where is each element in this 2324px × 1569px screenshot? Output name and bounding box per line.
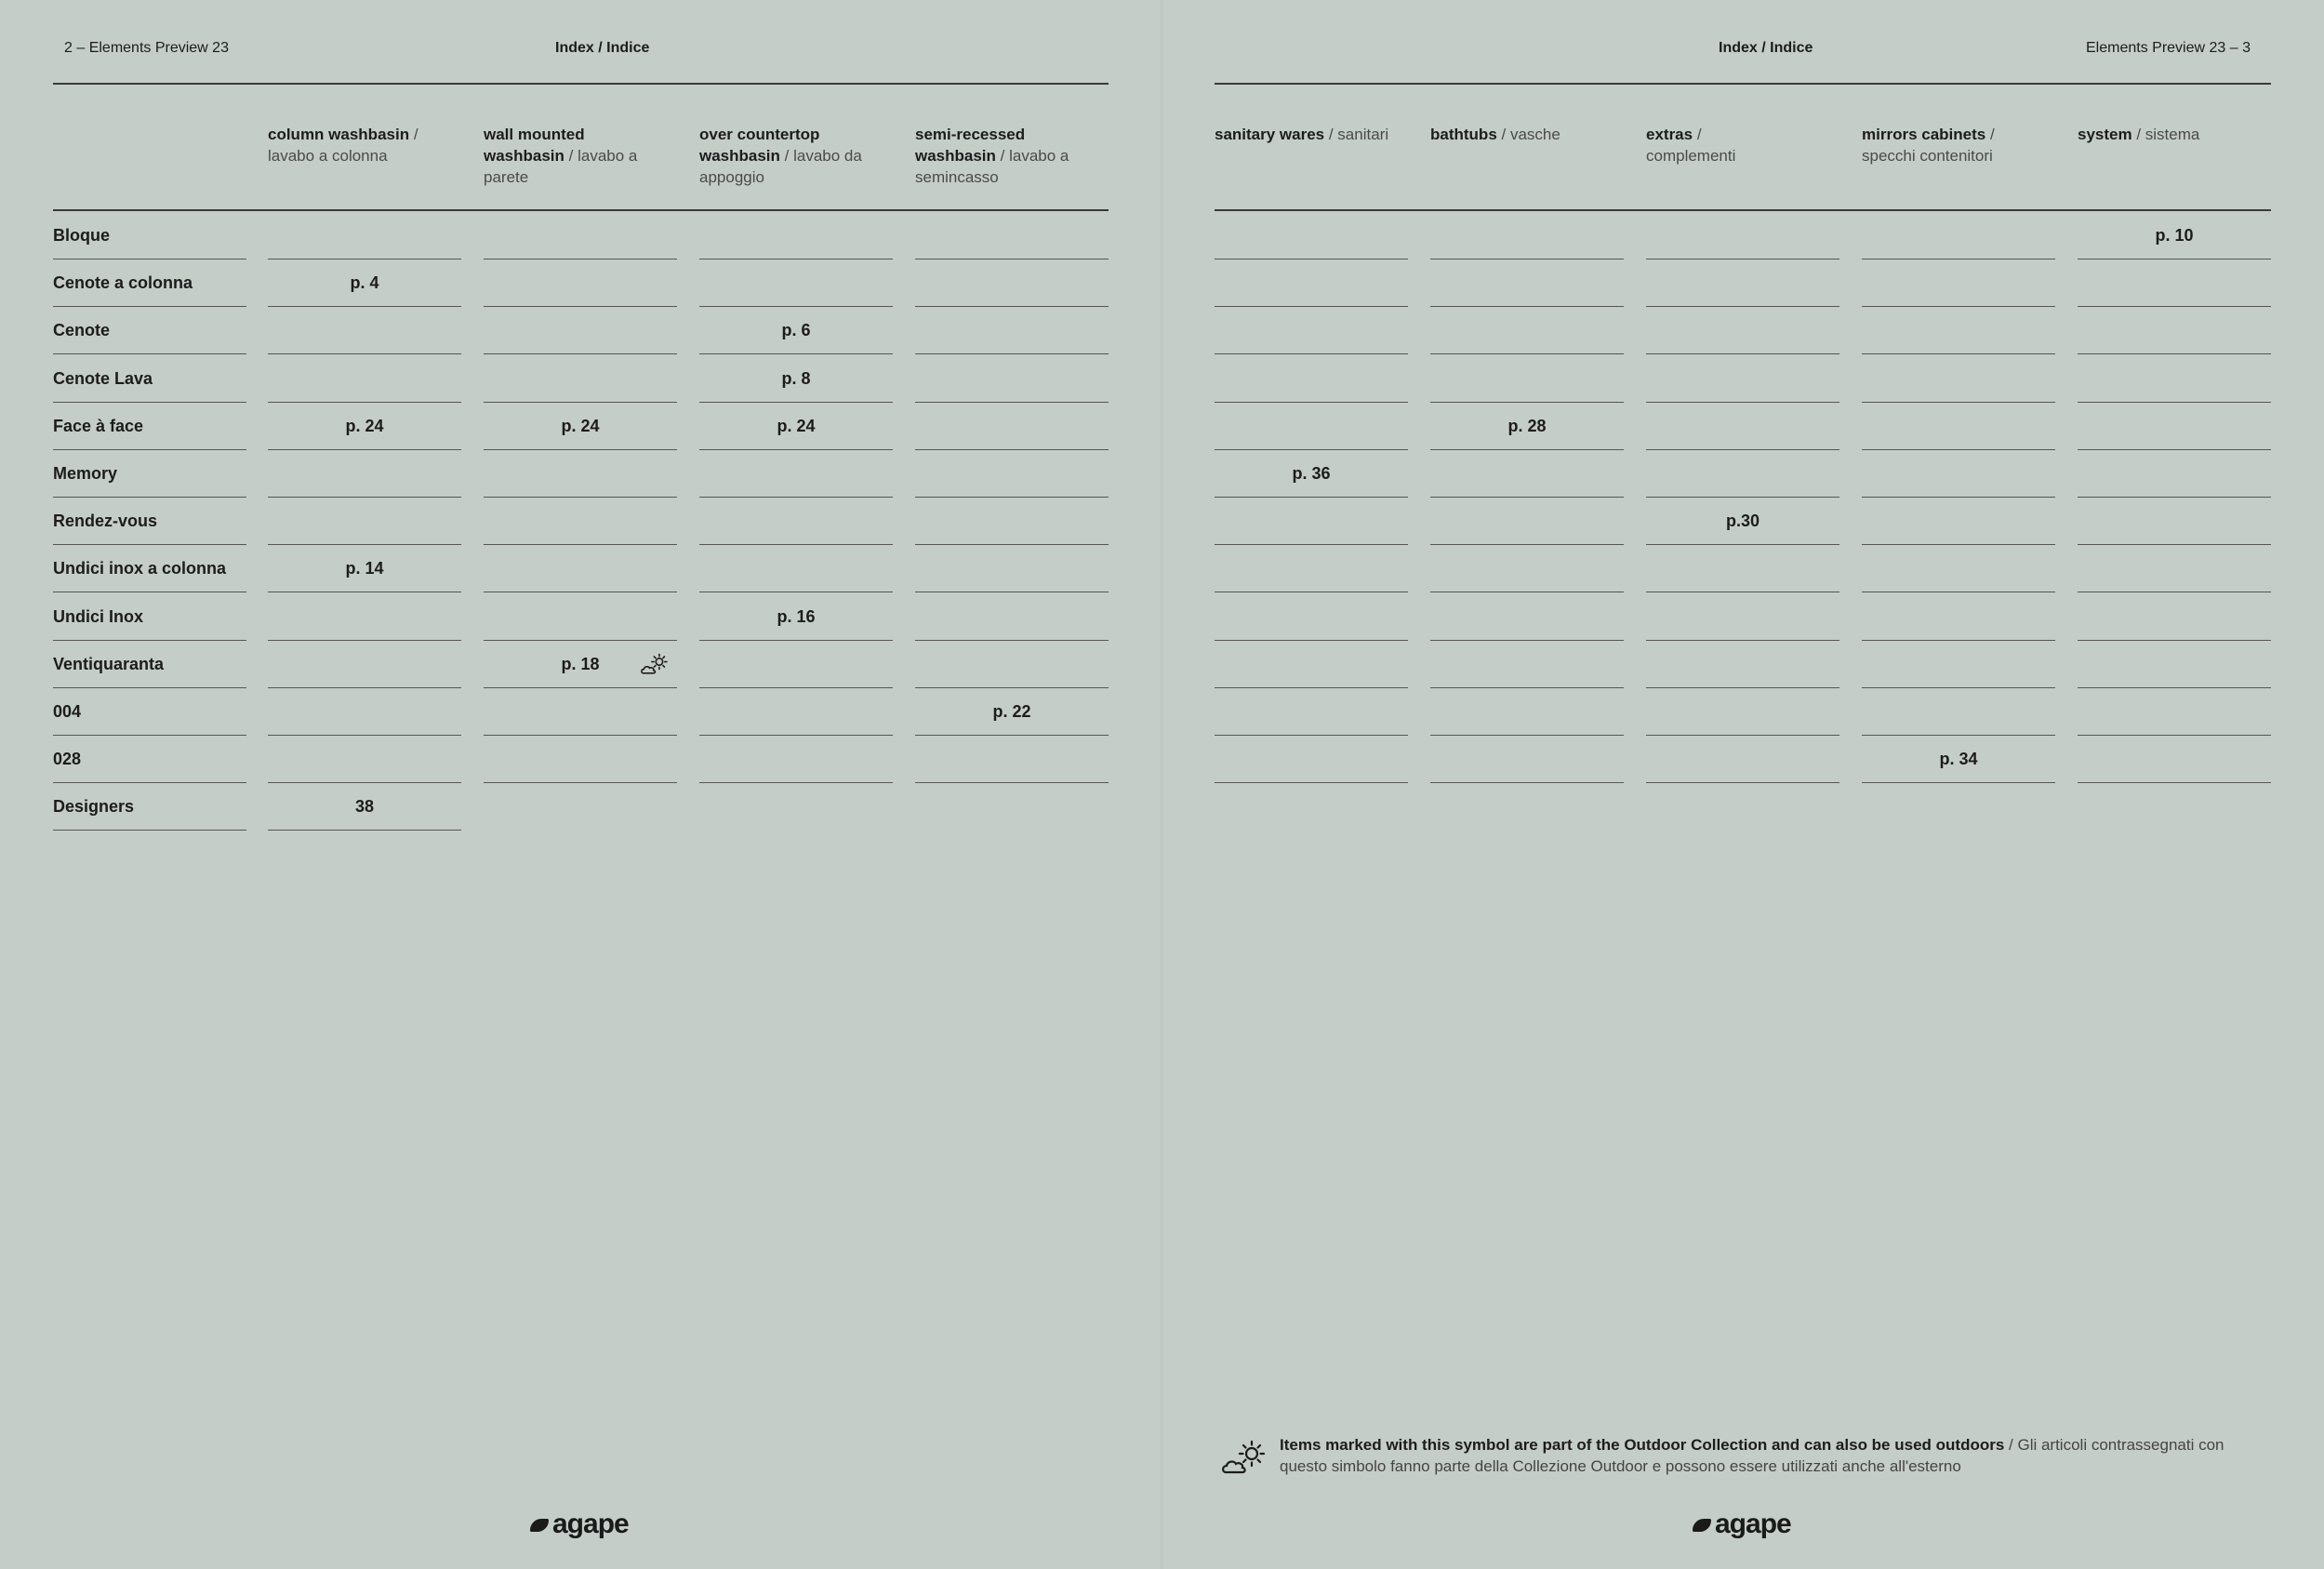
col-header-over-countertop: over countertop washbasin / lavabo da appoggio <box>699 126 862 186</box>
row-rule <box>53 402 246 403</box>
cell-rule <box>915 640 1109 641</box>
cell-rule <box>2078 640 2271 641</box>
cell-rule <box>2078 497 2271 498</box>
cell-rule <box>699 497 893 498</box>
cell-rule <box>1430 687 1624 688</box>
cell-rule <box>1646 353 1839 354</box>
row-label: Cenote <box>53 321 111 340</box>
cell-rule <box>1862 402 2055 403</box>
row-rule <box>53 353 246 354</box>
cell-rule <box>699 735 893 736</box>
cell-rule <box>699 687 893 688</box>
row-rule <box>53 782 246 783</box>
page-ref-cell: p. 24 <box>345 416 384 435</box>
cell-rule <box>1430 640 1624 641</box>
cell-rule <box>1215 402 1408 403</box>
cell-rule <box>1862 449 2055 450</box>
cell-rule <box>2078 306 2271 307</box>
cell-rule <box>484 640 677 641</box>
row-rule <box>53 544 246 545</box>
cell-rule <box>1862 782 2055 783</box>
row-label: Cenote Lava <box>53 368 153 388</box>
row-rule <box>53 449 246 450</box>
cell-rule <box>1430 449 1624 450</box>
outdoor-footnote: Items marked with this symbol are part of the Outdoor Collection and can also be used outdoors / Gli articoli contrassegnati con questo simbolo fanno parte della Collezione Outdoor e possono essere utilizzati anche all'esterno <box>1280 1436 2224 1475</box>
cell-rule <box>1646 687 1839 688</box>
row-label: 004 <box>53 702 82 721</box>
cell-rule <box>1646 544 1839 545</box>
col-header-bathtubs: bathtubs / vasche <box>1430 126 1560 143</box>
cell-rule <box>1430 306 1624 307</box>
cell-rule <box>1430 544 1624 545</box>
page-ref-cell: p. 10 <box>2155 226 2194 245</box>
cell-rule <box>268 782 461 783</box>
page-ref-cell: p. 14 <box>345 559 384 578</box>
row-rule <box>53 735 246 736</box>
cell-rule <box>1646 640 1839 641</box>
cell-rule <box>699 353 893 354</box>
col-header-wall-mounted: wall mounted washbasin / lavabo a parete <box>484 126 638 186</box>
row-rule <box>53 306 246 307</box>
cell-rule <box>484 353 677 354</box>
left-folio: 2 – Elements Preview 23 <box>64 40 229 56</box>
page-ref-cell: p.30 <box>1725 512 1760 531</box>
cell-rule <box>699 544 893 545</box>
col-header-mirrors-cabinets: mirrors cabinets / specchi contenitori <box>1862 126 1995 165</box>
cell-rule <box>484 449 677 450</box>
col-header-column-washbasin: column washbasin / lavabo a colonna <box>268 126 418 165</box>
row-label: Bloque <box>53 226 110 245</box>
right-section-title: Index / Indice <box>1719 40 1813 56</box>
cell-rule <box>1862 544 2055 545</box>
cell-rule <box>1862 353 2055 354</box>
cell-rule <box>484 497 677 498</box>
page-ref-cell: p. 36 <box>1292 464 1331 483</box>
cell-rule <box>2078 735 2271 736</box>
row-label: Rendez-vous <box>53 512 158 531</box>
col-header-semi-recessed: semi-recessed washbasin / lavabo a semincasso <box>915 126 1069 186</box>
row-label: Memory <box>53 464 118 483</box>
right-top-rule <box>1215 83 2271 85</box>
page-ref-cell: p. 8 <box>781 368 811 388</box>
cell-rule <box>2078 402 2271 403</box>
page-ref-cell: p. 16 <box>777 606 816 626</box>
cell-rule <box>1215 782 1408 783</box>
cell-rule <box>484 735 677 736</box>
cell-rule <box>915 544 1109 545</box>
cell-rule <box>2078 449 2271 450</box>
cell-rule <box>915 735 1109 736</box>
cell-rule <box>1862 735 2055 736</box>
cell-rule <box>915 497 1109 498</box>
cell-rule <box>484 687 677 688</box>
col-header-system: system / sistema <box>2078 126 2200 143</box>
cell-rule <box>1862 497 2055 498</box>
page-ref-cell: p. 4 <box>350 273 379 293</box>
cell-rule <box>1646 449 1839 450</box>
cell-rule <box>268 306 461 307</box>
cell-rule <box>1862 306 2055 307</box>
cell-rule <box>1215 449 1408 450</box>
row-label: Cenote a colonna <box>53 273 193 293</box>
cell-rule <box>1646 306 1839 307</box>
cloud-sun-icon <box>640 652 670 676</box>
designers-label: Designers <box>53 797 135 817</box>
cell-rule <box>1215 497 1408 498</box>
cell-rule <box>268 402 461 403</box>
cloud-sun-icon <box>1220 1438 1268 1477</box>
cell-rule <box>1430 782 1624 783</box>
cell-rule <box>268 687 461 688</box>
cell-rule <box>1430 497 1624 498</box>
agape-leaf-logo <box>530 1519 549 1532</box>
row-rule <box>53 687 246 688</box>
cell-rule <box>1215 306 1408 307</box>
page-ref-cell: p. 22 <box>992 702 1031 721</box>
row-rule <box>53 830 246 831</box>
left-header-rule <box>53 209 1109 211</box>
cell-rule <box>915 306 1109 307</box>
cell-rule <box>1215 353 1408 354</box>
cell-rule <box>699 306 893 307</box>
cell-rule <box>1430 353 1624 354</box>
cell-rule <box>1430 735 1624 736</box>
cell-rule <box>699 402 893 403</box>
page-ref-cell: p. 28 <box>1507 416 1547 435</box>
col-header-extras: extras / complementi <box>1646 126 1736 165</box>
cell-rule <box>699 449 893 450</box>
cell-rule <box>915 353 1109 354</box>
cell-rule <box>699 782 893 783</box>
cell-rule <box>1215 640 1408 641</box>
cell-rule <box>2078 782 2271 783</box>
cell-rule <box>1646 735 1839 736</box>
cell-rule <box>268 735 461 736</box>
page-ref-cell: p. 34 <box>1939 750 1978 769</box>
row-label: Undici inox a colonna <box>53 559 227 578</box>
agape-leaf-logo <box>1693 1519 1711 1532</box>
left-section-title: Index / Indice <box>555 40 650 56</box>
cell-rule <box>915 449 1109 450</box>
cell-rule <box>268 640 461 641</box>
page-ref-cell: p. 6 <box>781 321 811 340</box>
page-ref-cell: p. 18 <box>561 654 600 673</box>
cell-rule <box>915 782 1109 783</box>
right-header-rule <box>1215 209 2271 211</box>
agape-logo-right: agape <box>1693 1509 1791 1540</box>
cell-rule <box>915 402 1109 403</box>
agape-logo-left: agape <box>530 1509 629 1540</box>
page-ref-cell: p. 24 <box>561 416 600 435</box>
col-header-sanitary-wares: sanitary wares / sanitari <box>1215 126 1389 143</box>
row-rule <box>53 640 246 641</box>
cell-rule <box>484 544 677 545</box>
cell-rule <box>2078 544 2271 545</box>
cell-rule <box>1215 687 1408 688</box>
cell-rule <box>915 687 1109 688</box>
cell-rule <box>268 449 461 450</box>
designers-page-ref: 38 <box>354 797 375 817</box>
cell-rule <box>484 782 677 783</box>
row-label: Ventiquaranta <box>53 654 165 673</box>
cell-rule <box>1646 497 1839 498</box>
cell-rule <box>1215 735 1408 736</box>
row-label: Undici Inox <box>53 606 144 626</box>
cell-rule <box>1430 402 1624 403</box>
cell-rule <box>2078 353 2271 354</box>
cell-rule <box>268 830 461 831</box>
right-folio: Elements Preview 23 – 3 <box>2086 40 2251 56</box>
cell-rule <box>268 353 461 354</box>
cell-rule <box>1646 402 1839 403</box>
cell-rule <box>1646 782 1839 783</box>
cell-rule <box>699 640 893 641</box>
cell-rule <box>2078 687 2271 688</box>
left-top-rule <box>53 83 1109 85</box>
row-rule <box>53 497 246 498</box>
cell-rule <box>1862 687 2055 688</box>
cell-rule <box>484 306 677 307</box>
cell-rule <box>484 402 677 403</box>
cell-rule <box>268 497 461 498</box>
cell-rule <box>1862 640 2055 641</box>
page-ref-cell: p. 24 <box>777 416 816 435</box>
row-label: 028 <box>53 750 82 769</box>
cell-rule <box>1215 544 1408 545</box>
cell-rule <box>268 544 461 545</box>
row-label: Face à face <box>53 416 144 435</box>
